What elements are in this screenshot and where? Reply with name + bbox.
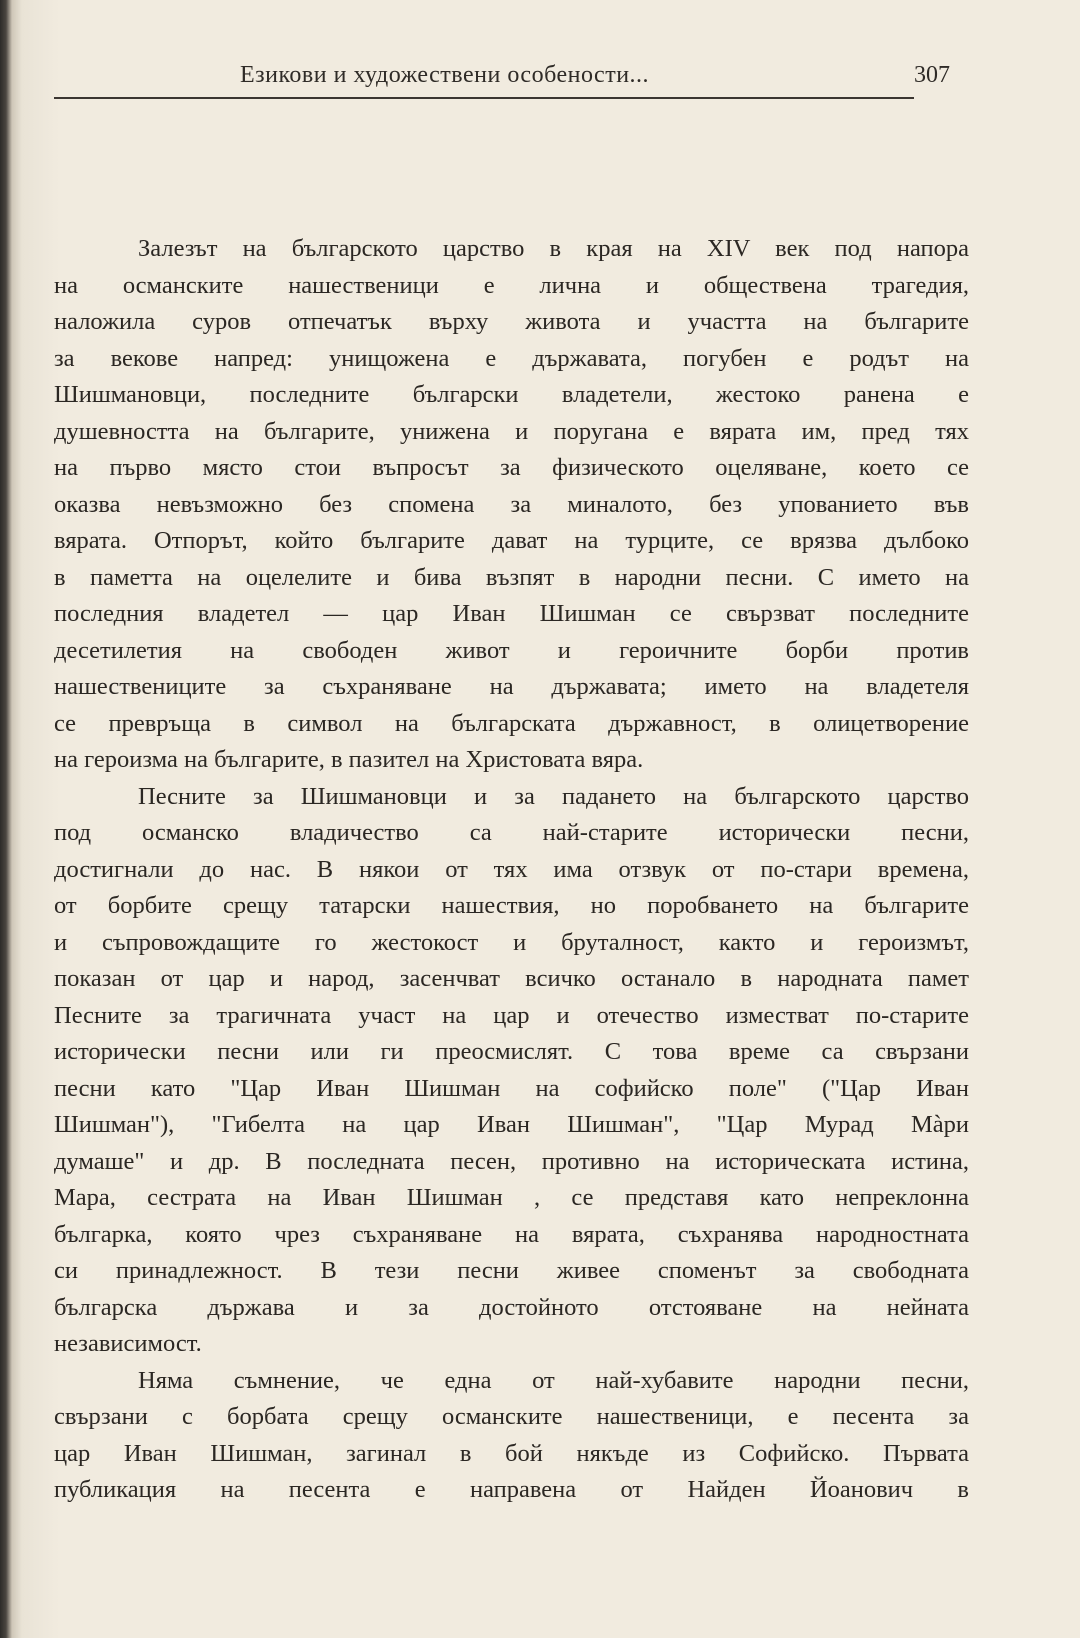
text-line: Залезът на българското царство в края на XIV век под напора: [138, 235, 969, 262]
text-line: десетилетия на свободен живот и героичните борби против: [54, 636, 969, 664]
text-line: думаше" и др. В последната песен, противно на историческата истина,: [54, 1147, 969, 1175]
text-line: българка, която чрез съхраняване на вярата, съхранява народностната: [54, 1220, 969, 1248]
text-line: се превръща в символ на българската държавност, в олицетворение: [54, 709, 969, 737]
page-header: [54, 58, 969, 98]
text-line: на героизма на българите, в пазител на Христовата вяра.: [54, 746, 644, 773]
text-line: песни като "Цар Иван Шишман на софийско поле" ("Цар Иван: [54, 1074, 969, 1102]
text-line: Песните за трагичната участ на цар и отечество изместват по-старите: [54, 1001, 969, 1029]
text-line: и съпровождащите го жестокост и бруталност, както и героизмът,: [54, 928, 969, 956]
text-line: нашествениците за съхраняване на държавата; името на владетеля: [54, 673, 969, 700]
text-line: Песните за Шишмановци и за падането на българското царство: [138, 782, 969, 810]
page-number: 307: [914, 62, 950, 88]
text-line: достигнали до нас. В някои от тях има отзвук от по-стари времена,: [54, 855, 969, 883]
text-line: под османско владичество са най-старите исторически песни,: [54, 819, 969, 846]
text-line: в паметта на оцелелите и бива възпят в народни песни. С името на: [54, 563, 969, 591]
text-line: Шишмановци, последните български владетели, жестоко ранена е: [54, 381, 969, 408]
body-text: [54, 231, 969, 1509]
header-rule: [54, 97, 914, 99]
text-line: на първо място стои въпросът за физическото оцеляване, което се: [54, 454, 969, 481]
text-line: Няма съмнение, че една от най-хубавите народни песни,: [138, 1366, 969, 1394]
text-line: от борбите срещу татарски нашествия, но поробването на българите: [54, 892, 969, 919]
text-line: показан от цар и народ, засенчват всичко останало в народната памет: [54, 965, 969, 992]
text-line: публикация на песента е направена от Найден Йоанович в: [54, 1476, 969, 1503]
text-line: независимост.: [54, 1330, 202, 1357]
running-title: Езикови и художествени особености...: [240, 62, 650, 88]
text-line: вярата. Отпорът, който българите дават на турците, се врязва дълбоко: [54, 527, 969, 554]
text-line: оказва невъзможно без спомена за миналото, без упованието във: [54, 490, 969, 518]
text-line: цар Иван Шишман, загинал в бой някъде из Софийско. Първата: [54, 1439, 969, 1467]
text-line: душевността на българите, унижена и поругана е вярата им, пред тях: [54, 417, 969, 445]
text-line: българска държава и за достойното отстояване на нейната: [54, 1293, 969, 1321]
text-line: на османските нашественици е лична и обществена трагедия,: [54, 271, 969, 299]
text-line: последния владетел — цар Иван Шишман се свързват последните: [54, 600, 969, 627]
text-line: за векове напред: унищожена е държавата, погубен е родът на: [54, 344, 969, 372]
text-line: свързани с борбата срещу османските нашественици, е песента за: [54, 1403, 969, 1430]
text-line: Мара, сестрата на Иван Шишман , се представя като непреклонна: [54, 1184, 969, 1211]
text-line: си принадлежност. В тези песни живее споменът за свободната: [54, 1257, 969, 1284]
text-line: Шишман"), "Гибелта на цар Иван Шишман", "Цар Мурад Мàри: [54, 1111, 969, 1138]
text-line: исторически песни или ги преосмислят. С това време са свързани: [54, 1038, 969, 1065]
text-line: наложила суров отпечатък върху живота и участта на българите: [54, 308, 969, 335]
